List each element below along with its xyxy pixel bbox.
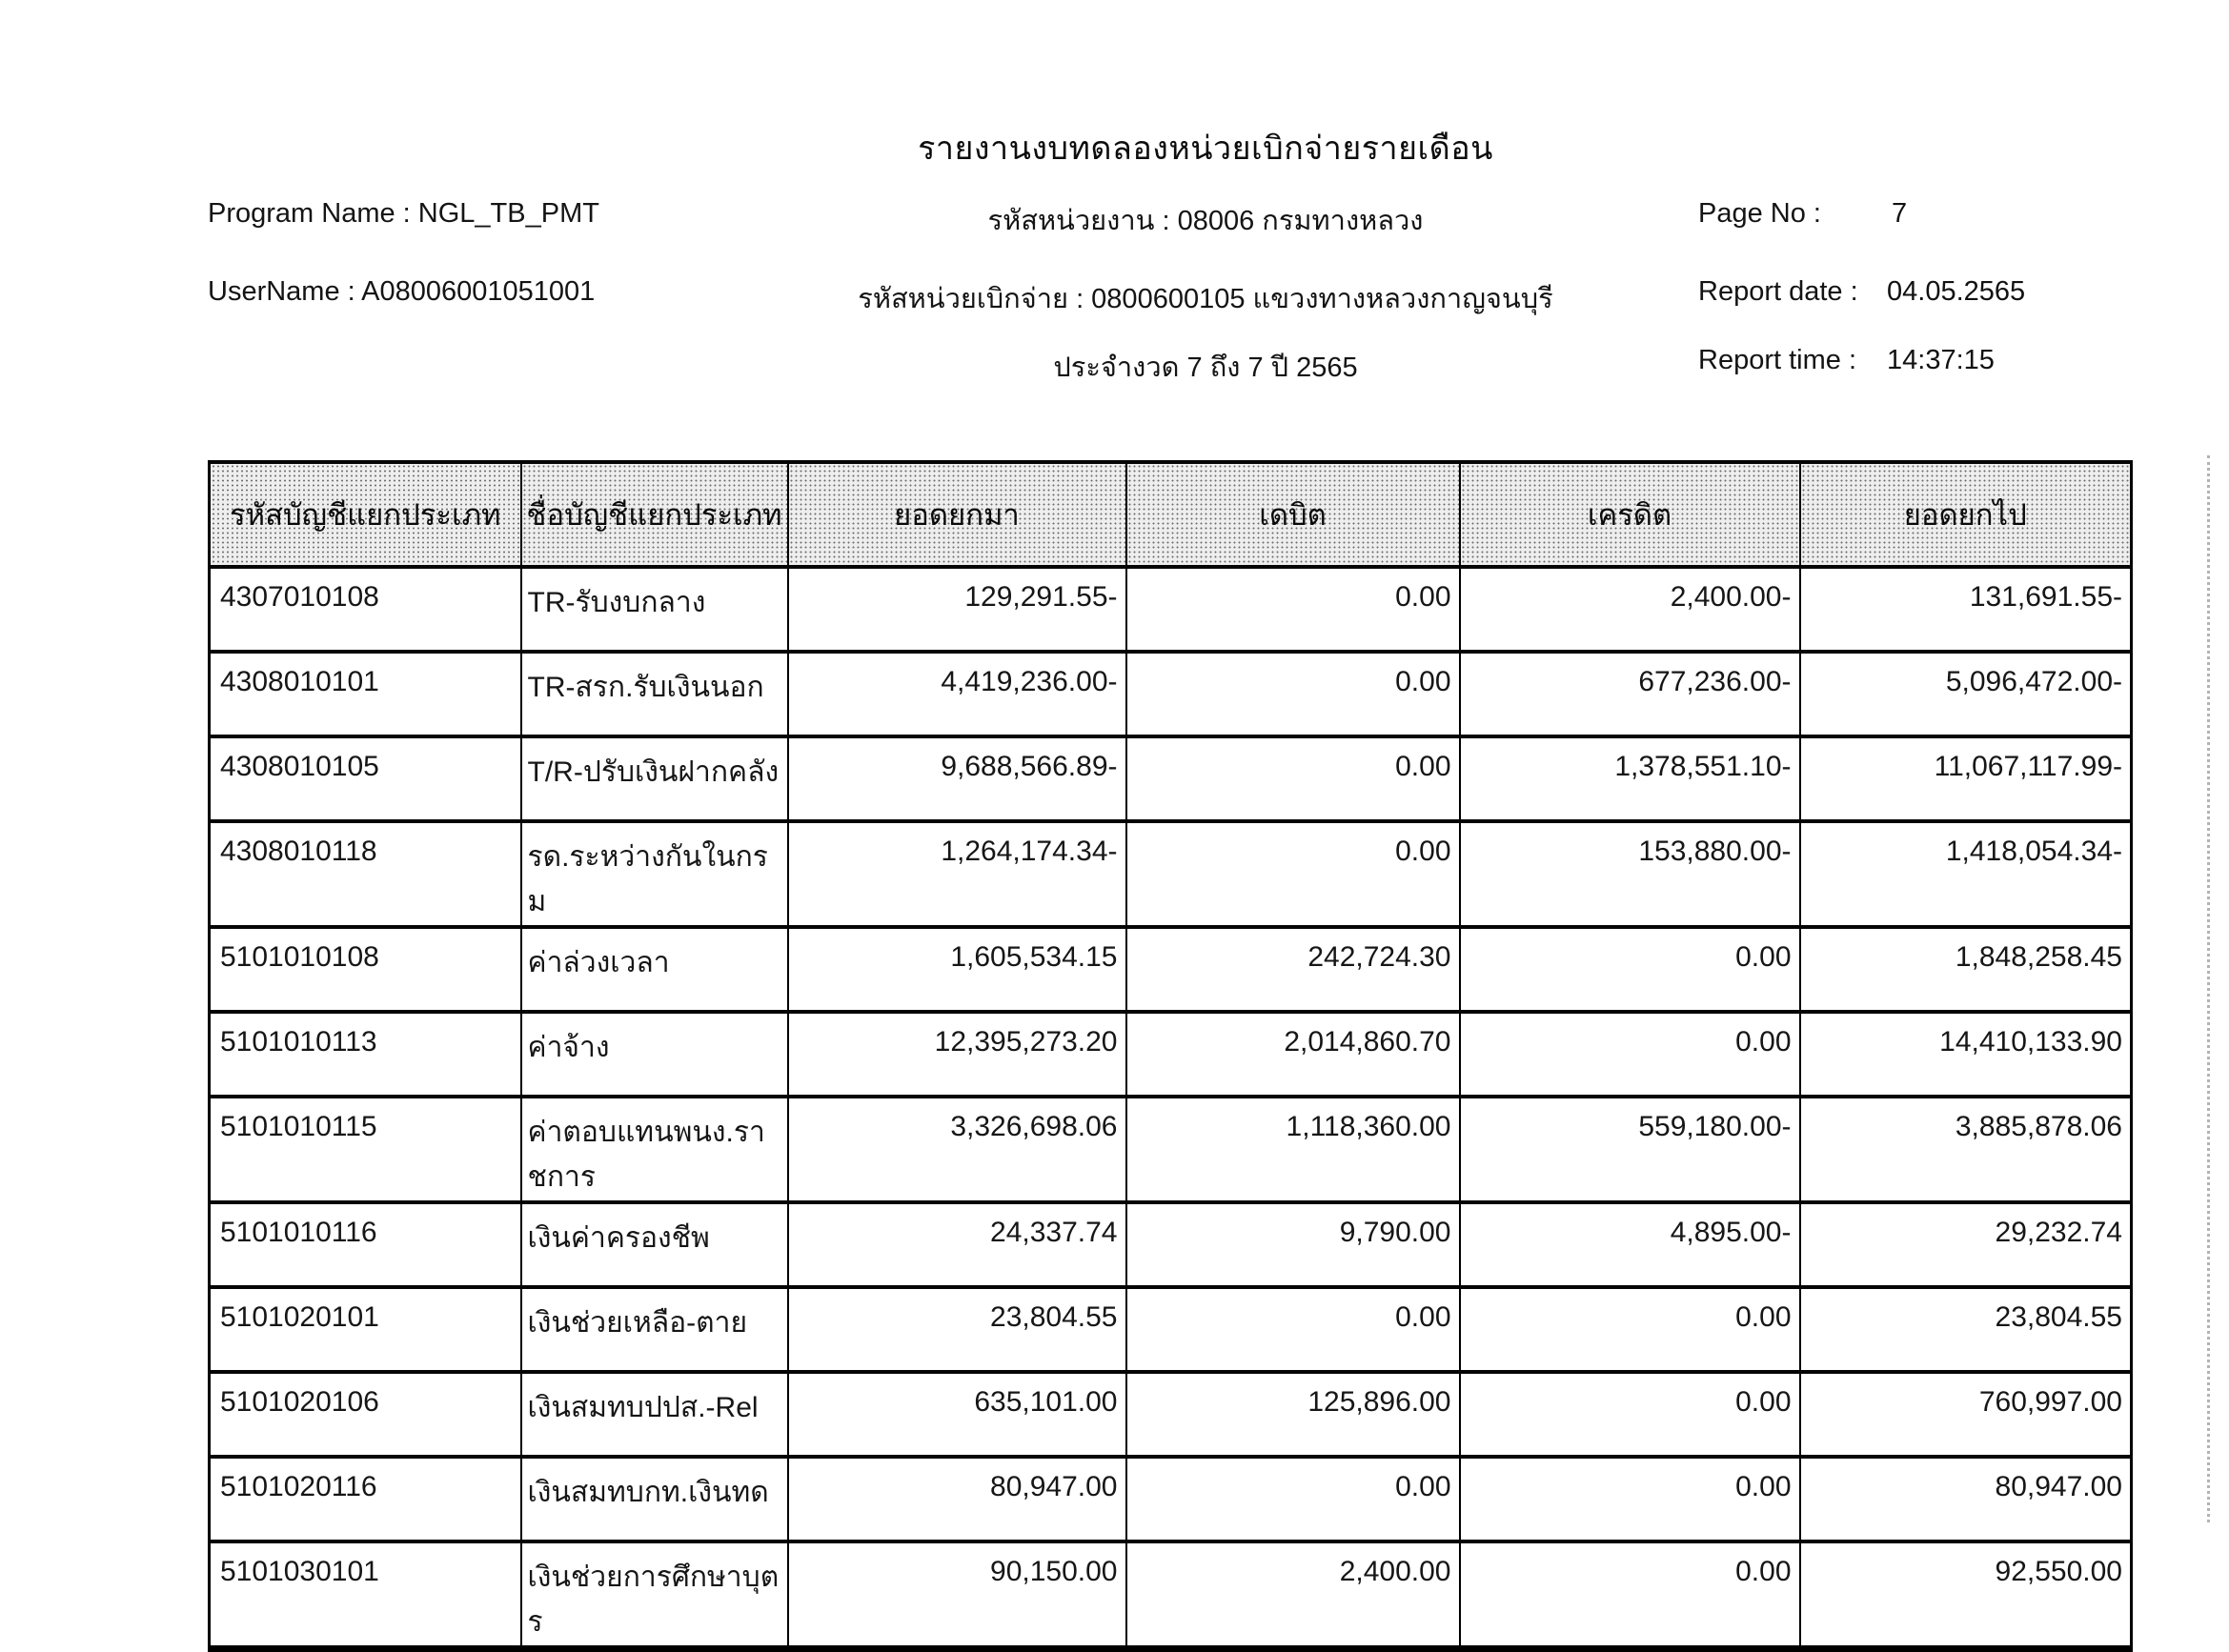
table-header — [210, 462, 2132, 567]
cell-debit: 2,014,860.70 — [1126, 1012, 1460, 1097]
table-row — [210, 1372, 2132, 1457]
cell-credit: 559,180.00- — [1460, 1097, 1800, 1202]
cell-opening: 12,395,273.20 — [788, 1012, 1126, 1097]
report-date-value: 04.05.2565 — [1887, 276, 2026, 307]
cell-code: 5101020116 — [210, 1457, 521, 1541]
cell-code: 5101010115 — [210, 1097, 521, 1202]
cell-code: 4307010108 — [210, 567, 521, 652]
cell-code: 5101020106 — [210, 1372, 521, 1457]
cell-name: TR-สรก.รับเงินนอก — [521, 652, 788, 736]
cell-opening: 635,101.00 — [788, 1372, 1126, 1457]
cell-name: T/R-ปรับเงินฝากคลัง — [521, 736, 788, 821]
cell-credit: 4,895.00- — [1460, 1202, 1800, 1287]
disbursement-unit-line: รหัสหน่วยเบิกจ่าย : 0800600105 แขวงทางหลวงกาญจนบุรี — [858, 284, 1553, 314]
cell-debit: 0.00 — [1126, 1457, 1460, 1541]
cell-debit: 0.00 — [1126, 1287, 1460, 1372]
table-row — [210, 927, 2132, 1012]
cell-name: รด.ระหว่างกันในกรม — [521, 821, 788, 927]
cell-name: TR-รับงบกลาง — [521, 567, 788, 652]
table-row — [210, 1097, 2132, 1202]
agency-code-line: รหัสหน่วยงาน : 08006 กรมทางหลวง — [987, 206, 1424, 236]
column-header-closing-balance: ยอดยกไป — [1800, 462, 2132, 567]
table-row — [210, 821, 2132, 927]
table-row — [210, 1541, 2132, 1649]
cell-code: 4308010118 — [210, 821, 521, 927]
cell-name: เงินสมทบปปส.-Rel — [521, 1372, 788, 1457]
cell-opening: 24,337.74 — [788, 1202, 1126, 1287]
cell-opening: 90,150.00 — [788, 1541, 1126, 1649]
table-body — [210, 567, 2132, 1649]
cell-closing: 11,067,117.99- — [1800, 736, 2132, 821]
table-row — [210, 1287, 2132, 1372]
page-title: รายงานงบทดลองหน่วยเบิกจ่ายรายเดือน — [918, 131, 1493, 167]
cell-credit: 0.00 — [1460, 927, 1800, 1012]
cell-credit: 0.00 — [1460, 1372, 1800, 1457]
page-no-value: 7 — [1892, 198, 1908, 229]
username-line: UserName : A08006001051001 — [208, 276, 596, 307]
table-header-row — [210, 462, 2132, 567]
scan-artifact-line — [2207, 455, 2210, 1522]
cell-closing: 5,096,472.00- — [1800, 652, 2132, 736]
cell-code: 5101020101 — [210, 1287, 521, 1372]
cell-debit: 0.00 — [1126, 652, 1460, 736]
column-header-account-name: ชื่อบัญชีแยกประเภท — [521, 462, 788, 567]
cell-debit: 1,118,360.00 — [1126, 1097, 1460, 1202]
page-no-label: Page No : — [1698, 198, 1821, 229]
cell-debit: 0.00 — [1126, 821, 1460, 927]
cell-name: ค่าตอบแทนพนง.ราชการ — [521, 1097, 788, 1202]
cell-credit: 2,400.00- — [1460, 567, 1800, 652]
cell-opening: 4,419,236.00- — [788, 652, 1126, 736]
period-line: ประจำงวด 7 ถึง 7 ปี 2565 — [1053, 353, 1358, 383]
cell-name: เงินค่าครองชีพ — [521, 1202, 788, 1287]
cell-code: 5101010108 — [210, 927, 521, 1012]
cell-code: 4308010105 — [210, 736, 521, 821]
cell-closing: 14,410,133.90 — [1800, 1012, 2132, 1097]
cell-closing: 3,885,878.06 — [1800, 1097, 2132, 1202]
cell-code: 5101010116 — [210, 1202, 521, 1287]
program-name-line: Program Name : NGL_TB_PMT — [208, 198, 599, 229]
report-time-value: 14:37:15 — [1887, 345, 1995, 375]
cell-code: 4308010101 — [210, 652, 521, 736]
cell-opening: 80,947.00 — [788, 1457, 1126, 1541]
cell-debit: 242,724.30 — [1126, 927, 1460, 1012]
cell-debit: 125,896.00 — [1126, 1372, 1460, 1457]
cell-credit: 153,880.00- — [1460, 821, 1800, 927]
report-time-label: Report time : — [1698, 345, 1856, 375]
cell-credit: 0.00 — [1460, 1012, 1800, 1097]
cell-opening: 129,291.55- — [788, 567, 1126, 652]
cell-credit: 0.00 — [1460, 1287, 1800, 1372]
cell-debit: 0.00 — [1126, 736, 1460, 821]
cell-closing: 80,947.00 — [1800, 1457, 2132, 1541]
cell-opening: 23,804.55 — [788, 1287, 1126, 1372]
trial-balance-table — [208, 460, 2133, 1652]
cell-closing: 29,232.74 — [1800, 1202, 2132, 1287]
table-row — [210, 1202, 2132, 1287]
cell-closing: 1,848,258.45 — [1800, 927, 2132, 1012]
cell-credit: 0.00 — [1460, 1457, 1800, 1541]
table-row — [210, 652, 2132, 736]
cell-opening: 1,264,174.34- — [788, 821, 1126, 927]
cell-opening: 1,605,534.15 — [788, 927, 1126, 1012]
cell-closing: 1,418,054.34- — [1800, 821, 2132, 927]
cell-debit: 9,790.00 — [1126, 1202, 1460, 1287]
table-row — [210, 1012, 2132, 1097]
cell-debit: 0.00 — [1126, 567, 1460, 652]
cell-name: ค่าจ้าง — [521, 1012, 788, 1097]
cell-debit: 2,400.00 — [1126, 1541, 1460, 1649]
report-date-label: Report date : — [1698, 276, 1858, 307]
column-header-debit: เดบิต — [1126, 462, 1460, 567]
table-row — [210, 736, 2132, 821]
cell-closing: 92,550.00 — [1800, 1541, 2132, 1649]
table-row — [210, 1457, 2132, 1541]
column-header-opening-balance: ยอดยกมา — [788, 462, 1126, 567]
cell-credit: 1,378,551.10- — [1460, 736, 1800, 821]
cell-opening: 3,326,698.06 — [788, 1097, 1126, 1202]
cell-code: 5101030101 — [210, 1541, 521, 1649]
cell-name: เงินสมทบกท.เงินทด — [521, 1457, 788, 1541]
cell-code: 5101010113 — [210, 1012, 521, 1097]
table-row — [210, 567, 2132, 652]
column-header-account-code: รหัสบัญชีแยกประเภท — [210, 462, 521, 567]
cell-closing: 760,997.00 — [1800, 1372, 2132, 1457]
cell-closing: 131,691.55- — [1800, 567, 2132, 652]
cell-credit: 0.00 — [1460, 1541, 1800, 1649]
cell-closing: 23,804.55 — [1800, 1287, 2132, 1372]
cell-name: ค่าล่วงเวลา — [521, 927, 788, 1012]
cell-name: เงินช่วยเหลือ-ตาย — [521, 1287, 788, 1372]
cell-credit: 677,236.00- — [1460, 652, 1800, 736]
cell-name: เงินช่วยการศึกษาบุตร — [521, 1541, 788, 1649]
cell-opening: 9,688,566.89- — [788, 736, 1126, 821]
column-header-credit: เครดิต — [1460, 462, 1800, 567]
